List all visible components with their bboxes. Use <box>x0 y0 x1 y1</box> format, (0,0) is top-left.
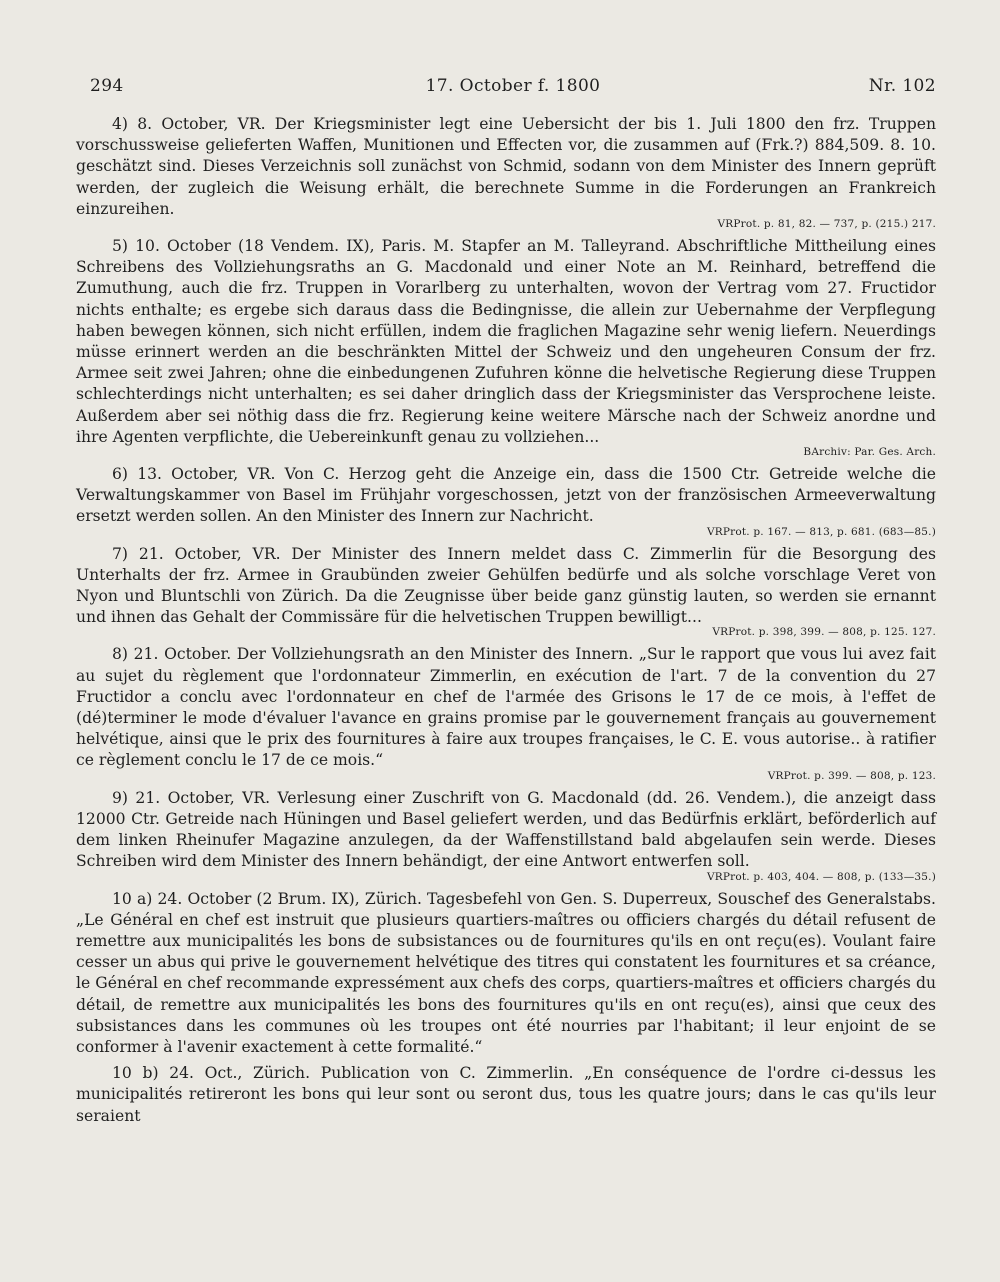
entry-7 <box>76 544 936 640</box>
entry-text: 7) 21. October, VR. Der Minister des Innern meldet dass C. Zimmerlin für die Besorgung des Unterhalts der frz. Armee in Graubünden zweier Gehülfen bedürfe und als solche vorschlage Veret von Nyon und Bluntschli von Zürich. Da die Zeugnisse über beide ganz günstig lauten, so werden sie ernannt und ihnen das Gehalt der Commissäre für die helvetischen Truppen bewilligt... <box>76 544 936 627</box>
source-reference: VRProt. p. 403, 404. — 808, p. (133—35.) <box>706 870 936 883</box>
entry-10b <box>76 1063 936 1127</box>
entry-5 <box>76 236 936 459</box>
document-number: Nr. 102 <box>868 76 936 96</box>
entry-4 <box>76 114 936 231</box>
entry-text: 10 a) 24. October (2 Brum. IX), Zürich. Tagesbefehl von Gen. S. Duperreux, Souschef des Generalstabs. „Le Général en chef est instruit que plusieurs quartiers-maîtres ou officiers chargés du détail refusent de remettre aux municipalités les bons de subsistances ou de fournitures qu'ils en ont reçu(es). Voulant faire cesser un abus qui prive le gouvernement helvétique des titres qui constatent les fournitures et sa créance, le Général en chef recommande expressément aux chefs des corps, quartiers-maîtres et officiers chargés du détail, de remettre aux municipalités les bons des fournitures qu'ils en ont reçu(es), ainsi que ceux des subsistances dans les communes où les troupes ont été nourries par l'habitant; il leur enjoint de se conformer à l'avenir exactement à cette formalité.“ <box>76 889 936 1056</box>
entry-text: 6) 13. October, VR. Von C. Herzog geht die Anzeige ein, dass die 1500 Ctr. Getreide welche die Verwaltungskammer von Basel im Frühjahr vorgeschossen, jetzt von der französischen Armeeverwaltung ersetzt werden sollen. An den Minister des Innern zur Nachricht. <box>76 465 936 526</box>
entry-6 <box>76 464 936 539</box>
entry-text: 8) 21. October. Der Vollziehungsrath an den Minister des Innern. „Sur le rapport que vous lui avez fait au sujet du règlement que l'ordonnateur Zimmerlin, en exécution de l'art. 7 de la convention du 27 Fructidor a conclu avec l'ordonnateur en chef de l'armée des Grisons le 17 de ce mois, à l'effet de (dé)terminer le mode d'évaluer l'avance en grains promise par le gouvernement français au gouvernement helvétique, ainsi que le prix des fournitures à faire aux troupes françaises, le C. E. vous autorise.. à ratifier ce règlement conclu le 17 de ce mois.“ <box>76 645 936 770</box>
page-number: 294 <box>90 76 124 96</box>
entry-text: 9) 21. October, VR. Verlesung einer Zuschrift von G. Macdonald (dd. 26. Vendem.), die anzeigt dass 12000 Ctr. Getreide nach Hüningen und Basel geliefert werden, und das Bedürfnis erklärt, beförderlich auf dem linken Rheinufer Magazine anzulegen, da der Waffenstillstand bald abgelaufen sein werde. Dieses Schreiben wird dem Minister des Innern behändigt, der eine Antwort entwerfen soll. <box>76 788 936 871</box>
source-reference: VRProt. p. 399. — 808, p. 123. <box>767 769 936 782</box>
entry-text: 5) 10. October (18 Vendem. IX), Paris. M. Stapfer an M. Talleyrand. Abschriftliche Mittheilung eines Schreibens des Vollziehungsraths an G. Macdonald und einer Note an M. Reinhard, betreffend die Zumuthung, auch die frz. Truppen in Vorarlberg zu unterhalten, wovon der Vertrag vom 27. Fructidor nichts enthalte; es ergebe sich daraus dass die Bedingnisse, die allein zur Uebernahme der Verpflegung haben bewegen können, sich nicht erfüllen, indem die fraglichen Magazine sehr wenig liefern. Neuerdings müsse erinnert werden an die beschränkten Mittel der Schweiz und den ungeheuren Consum der frz. Armee seit zwei Jahren; ohne die einbedungenen Zufuhren könne die helvetische Regierung diese Truppen schlechterdings nicht unterhalten; es sei daher dringlich dass der Kriegsminister das Versprochene leiste. Außerdem aber sei nöthig dass die frz. Regierung keine weitere Märsche nach der Schweiz anordne und ihre Agenten verpflichte, die Uebereinkunft genau zu vollziehen... <box>76 237 936 446</box>
entry-8 <box>76 644 936 782</box>
entry-9 <box>76 788 936 884</box>
running-title: 17. October f. 1800 <box>425 76 601 96</box>
page-body <box>76 114 936 1132</box>
entry-text: 10 b) 24. Oct., Zürich. Publication von C. Zimmerlin. „En conséquence de l'ordre ci-dessus les municipalités retireront les bons qui leur sont ou seront dus, tous les quatre jours; dans le cas qu'ils leur seraient <box>76 1064 936 1125</box>
entry-text: 4) 8. October, VR. Der Kriegsminister legt eine Uebersicht der bis 1. Juli 1800 den frz. Truppen vorschussweise gelieferten Waffen, Munitionen und Effecten vor, die zusammen auf (Frk.?) 884,509. 8. 10. geschätzt sind. Dieses Verzeichnis soll zunächst von Schmid, sodann von dem Minister des Innern geprüft werden, der zugleich die Weisung erhält, die berechnete Summe in die Forderungen an Frankreich einzureihen. <box>76 115 936 218</box>
entry-10a <box>76 889 936 1059</box>
source-reference: BArchiv: Par. Ges. Arch. <box>803 446 936 459</box>
source-reference: VRProt. p. 167. — 813, p. 681. (683—85.) <box>706 525 936 538</box>
page-header <box>90 76 936 102</box>
source-reference: VRProt. p. 81, 82. — 737, p. (215.) 217. <box>717 218 936 231</box>
source-reference: VRProt. p. 398, 399. — 808, p. 125. 127. <box>712 626 936 639</box>
